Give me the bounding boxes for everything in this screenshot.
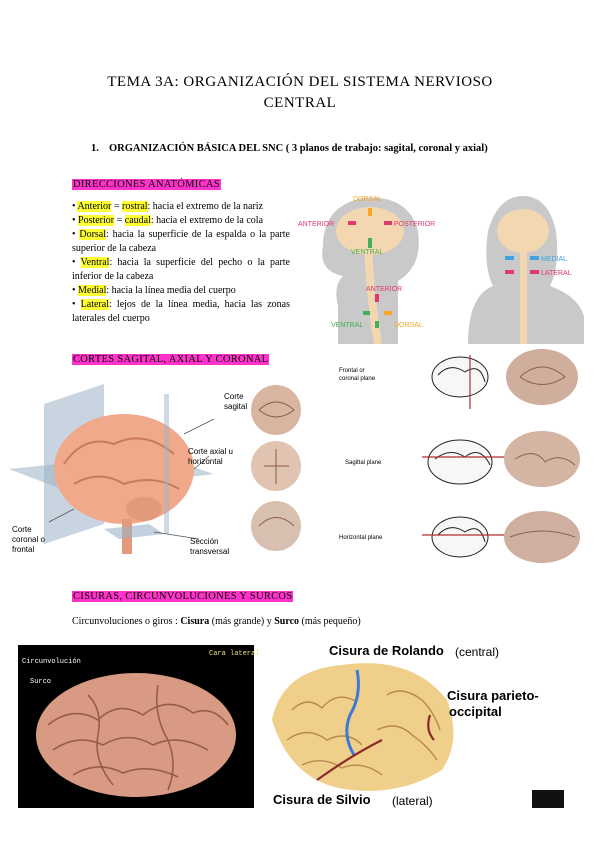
cuts-heading-text: CORTES SAGITAL, AXIAL Y CORONAL [73, 354, 269, 365]
label-central: (central) [455, 645, 500, 659]
label-occipital: occipital [449, 704, 502, 719]
label-cisura-silvio: Cisura de Silvio [273, 792, 371, 807]
list-item: • Dorsal: hacia la superficie de la espalda o la parte superior de la cabeza [72, 229, 290, 254]
desc-text: : hacia la superficie de la espalda o la parte superior de la cabeza [72, 229, 290, 254]
fissure-diagram-svg [262, 640, 564, 808]
section-title: ORGANIZACIÓN BÁSICA DEL SNC ( 3 planos de trabajo: sagital, coronal y axial) [109, 143, 488, 154]
term-posterior: Posterior [78, 215, 115, 226]
intro-b: (más grande) y [209, 616, 275, 627]
label-cisura-rolando: Cisura de Rolando [329, 643, 444, 658]
page-title-line2: CENTRAL [263, 95, 337, 111]
label-medial: MEDIAL [541, 256, 568, 263]
term-ventral: Ventral [80, 257, 110, 268]
label-cara-lateral: Cara lateral [209, 650, 260, 658]
term-anterior: Anterior [77, 201, 112, 212]
label-corte-axial: Corte axial u horizontal [188, 447, 233, 466]
label-anterior: ANTERIOR [298, 221, 335, 228]
label-circunvolucion: Circunvolución [22, 658, 81, 666]
cisura-term: Cisura [180, 616, 210, 627]
directions-figure [298, 186, 584, 344]
label-posterior: POSTERIOR [394, 221, 436, 228]
brain-photo-svg [18, 645, 254, 808]
fissure-diagram [262, 640, 564, 808]
label-surco: Surco [30, 678, 52, 686]
desc-text: : hacia la superficie del pecho o la parte inferior de la cabeza [72, 257, 290, 282]
directions-heading-text: DIRECCIONES ANATÓMICAS [73, 179, 220, 190]
label-lateral-fissure: (lateral) [392, 794, 433, 808]
cuts-heading [72, 349, 269, 367]
desc-text: : hacia el extremo de la cola [150, 215, 264, 226]
planes-figure [4, 374, 324, 570]
planes-figure-svg [4, 374, 324, 570]
directions-list [72, 200, 290, 326]
list-item: • Lateral: lejos de la línea media, hacia las zonas laterales del cuerpo [72, 299, 290, 324]
directions-figure-svg [298, 186, 584, 344]
section-number: 1. [91, 143, 99, 154]
list-item: • Medial: hacia la línea media del cuerpo [72, 285, 236, 296]
label-corte-sagital: Corte sagital [224, 392, 248, 411]
label-lateral: LATERAL [541, 270, 572, 277]
list-item: • Posterior = caudal: hacia el extremo de la cola [72, 215, 264, 226]
label-corte-coronal: Corte coronal o frontal [12, 525, 45, 554]
intro-c: (más pequeño) [299, 616, 361, 627]
desc-text: : hacia la línea media del cuerpo [106, 285, 236, 296]
term-caudal: caudal [124, 215, 151, 226]
fissures-heading [72, 586, 293, 604]
term-medial: Medial [78, 285, 107, 296]
label-frontal-plane: Frontal or coronal plane [339, 368, 376, 382]
eq-text: = [111, 201, 122, 212]
label-ventral-2: VENTRAL [331, 322, 364, 329]
list-item: • Anterior = rostral: hacia el extremo de la nariz [72, 201, 264, 212]
desc-text: : lejos de la línea media, hacia las zonas laterales del cuerpo [72, 299, 290, 324]
fissures-intro [72, 616, 361, 627]
list-item: • Ventral: hacia la superficie del pecho o la parte inferior de la cabeza [72, 257, 290, 282]
label-seccion-transversal: Sección transversal [190, 537, 230, 556]
desc-text: : hacia el extremo de la nariz [147, 201, 264, 212]
fissures-heading-text: CISURAS, CIRCUNVOLUCIONES Y SURCOS [73, 591, 293, 602]
page-title: TEMA 3A: ORGANIZACIÓN DEL SISTEMA NERVIOSO [107, 74, 493, 90]
brain-photo [18, 645, 254, 808]
label-dorsal-2: DORSAL [394, 322, 423, 329]
directions-heading [72, 174, 221, 192]
term-rostral: rostral [121, 201, 148, 212]
surco-term: Surco [274, 616, 300, 627]
term-lateral: Lateral [80, 299, 109, 310]
term-dorsal: Dorsal [79, 229, 107, 240]
label-sagittal-plane: Sagittal plane [345, 460, 382, 466]
label-anterior-2: ANTERIOR [366, 286, 403, 293]
label-horizontal-plane: Horizontal plane [339, 535, 383, 541]
eq-text: = [114, 215, 125, 226]
intro-a: Circunvoluciones o giros : [72, 616, 181, 627]
label-ventral: VENTRAL [351, 249, 384, 256]
label-cisura-parieto: Cisura parieto- [447, 688, 539, 703]
label-dorsal: DORSAL [353, 196, 382, 203]
